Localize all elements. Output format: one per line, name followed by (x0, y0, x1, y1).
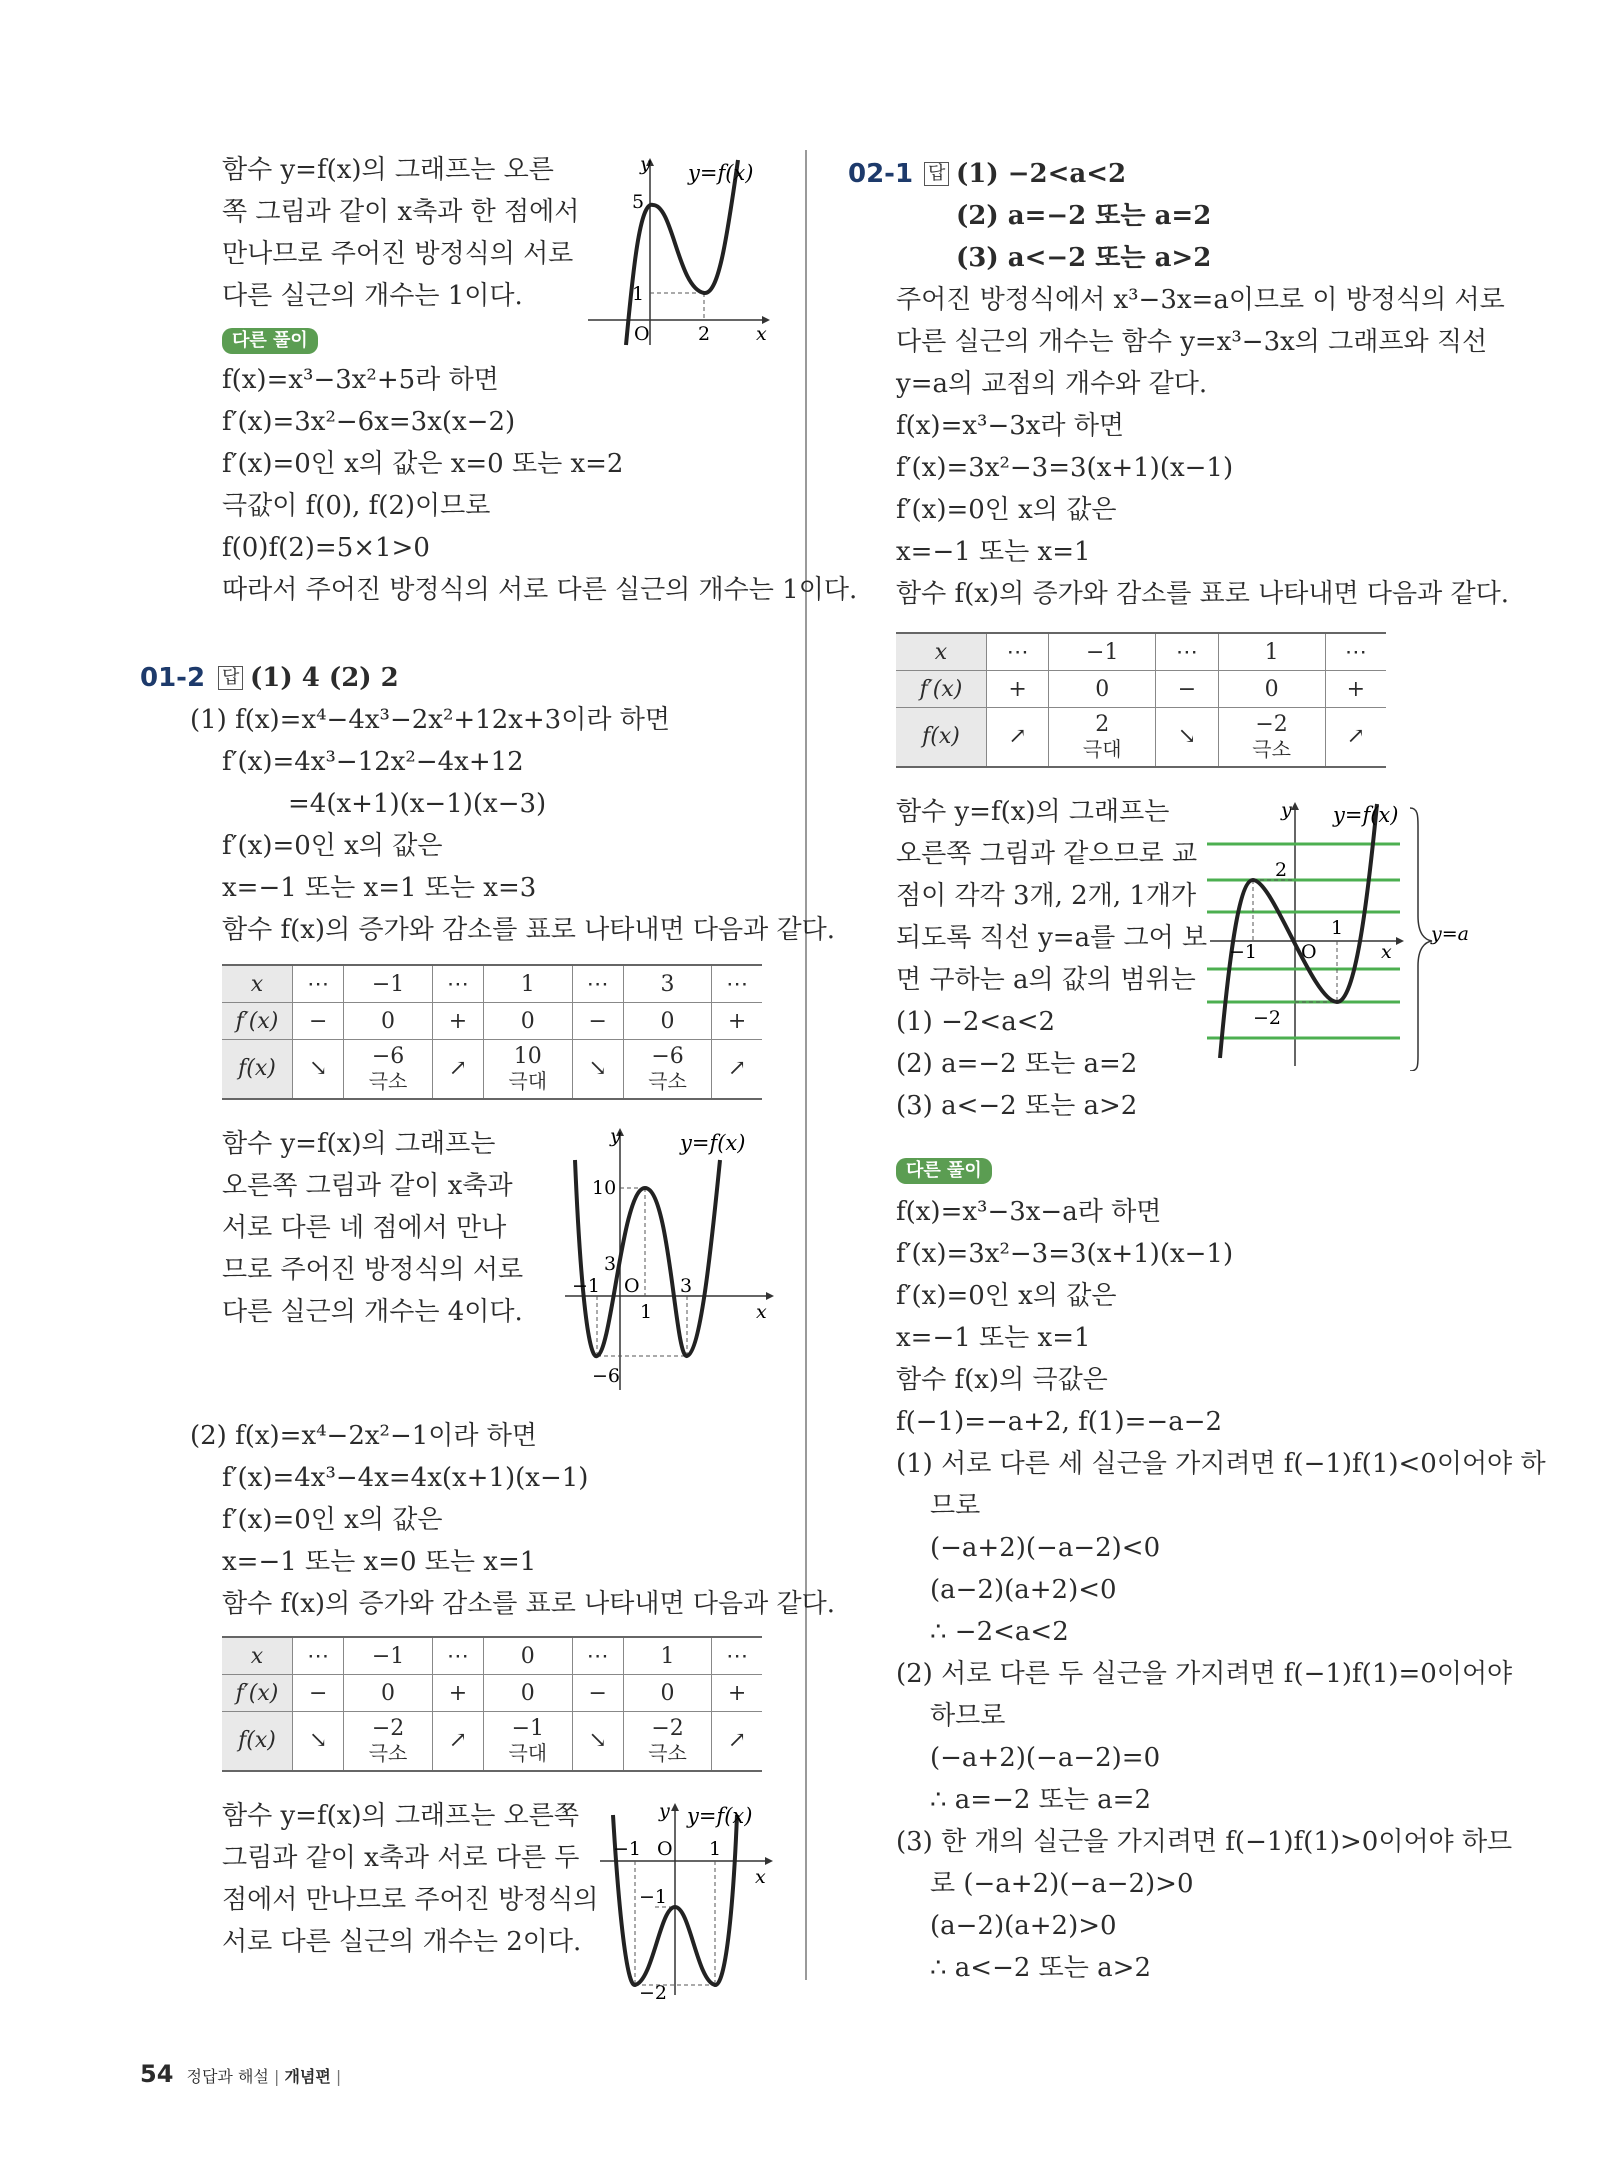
alt-line-6: 따라서 주어진 방정식의 서로 다른 실근의 개수는 1이다. (222, 575, 858, 605)
tick-minus1: −1 (1229, 941, 1258, 963)
cell-max (484, 1712, 572, 1772)
alt-line-3: f′(x)=0인 x의 값은 (896, 1281, 1117, 1311)
cell: + (712, 1003, 762, 1040)
cell: 0 (484, 1637, 572, 1675)
cell: ⋯ (572, 965, 623, 1003)
cell: −1 (344, 965, 432, 1003)
graph-quartic-1 (560, 1120, 780, 1400)
cell: − (1156, 671, 1218, 708)
label: 극소 (648, 1741, 687, 1765)
p2b-line-4: 서로 다른 실근의 개수는 2이다. (222, 1927, 582, 1957)
cell: ↘ (572, 1040, 623, 1100)
value: −6 (651, 1044, 684, 1069)
alt-line-6: f(−1)=−a+2, f(1)=−a−2 (896, 1407, 1223, 1437)
value: −1 (511, 1716, 544, 1741)
cell: 0 (484, 1675, 572, 1712)
graph-cubic-1 (578, 150, 778, 350)
origin: O (624, 1275, 640, 1297)
alt-line-8: 므로 (930, 1491, 981, 1521)
cell: + (432, 1675, 483, 1712)
tick-3: 3 (604, 1253, 617, 1275)
alt-line-18: (a−2)(a+2)>0 (930, 1911, 1117, 1941)
cell: ↗ (712, 1040, 762, 1100)
p2-line-3: f′(x)=0인 x의 값은 (222, 1505, 443, 1535)
cell: 0 (344, 1675, 432, 1712)
answer-2: (2) a=−2 또는 a=2 (956, 201, 1212, 231)
label: 극대 (508, 1741, 548, 1765)
p2-line-4: x=−1 또는 x=0 또는 x=1 (222, 1547, 537, 1577)
cell: − (572, 1675, 623, 1712)
body2-line-7: (2) a=−2 또는 a=2 (896, 1049, 1138, 1079)
label: 극대 (1082, 737, 1122, 761)
answer-1: (1) −2<a<2 (956, 159, 1127, 189)
alt-line-1: f(x)=x³−3x²+5라 하면 (222, 365, 499, 395)
cell: −1 (1049, 633, 1156, 671)
p1-line-4: f′(x)=0인 x의 값은 (222, 831, 443, 861)
y-axis-label: y (1281, 799, 1292, 821)
cell: f(x) (222, 1040, 293, 1100)
alt-line-10: (a−2)(a+2)<0 (930, 1575, 1117, 1605)
y-axis-label: y (659, 1800, 670, 1822)
answer-01-2: (1) 4 (2) 2 (250, 663, 399, 693)
cell: ⋯ (432, 965, 483, 1003)
cell: ⋯ (712, 1637, 762, 1675)
p1b-line-5: 다른 실근의 개수는 4이다. (222, 1297, 523, 1327)
func-label: y=f(x) (688, 161, 754, 185)
alt-line-2: f′(x)=3x²−3=3(x+1)(x−1) (896, 1239, 1234, 1269)
alt-line-3: f′(x)=0인 x의 값은 x=0 또는 x=2 (222, 449, 624, 479)
body2-line-1: 함수 y=f(x)의 그래프는 (896, 797, 1170, 827)
alt-line-17: 로 (−a+2)(−a−2)>0 (930, 1869, 1194, 1899)
alt-line-11: ∴ −2<a<2 (930, 1617, 1069, 1647)
p2-line-2: f′(x)=4x³−4x=4x(x+1)(x−1) (222, 1463, 589, 1493)
body2-line-6: (1) −2<a<2 (896, 1007, 1056, 1037)
cell: ↗ (432, 1712, 483, 1772)
alt-line-4: x=−1 또는 x=1 (896, 1323, 1091, 1353)
cell: 0 (1049, 671, 1156, 708)
question-01-2: 01-2 (140, 663, 206, 693)
cell: ↗ (432, 1040, 483, 1100)
x-axis-label: x (756, 323, 767, 345)
cell: f(x) (896, 708, 987, 768)
cell: ⋯ (572, 1637, 623, 1675)
p1b-line-3: 서로 다른 네 점에서 만나 (222, 1213, 507, 1243)
cell-max (484, 1040, 572, 1100)
alt-line-1: f(x)=x³−3x−a라 하면 (896, 1197, 1162, 1227)
func-label: y=f(x) (687, 1804, 753, 1828)
body2-line-5: 면 구하는 a의 값의 범위는 (896, 965, 1196, 995)
tick-1: 1 (640, 1301, 653, 1323)
tick-1: 1 (1331, 917, 1344, 939)
cell: 0 (623, 1003, 711, 1040)
book-title: 정답과 해설 (186, 2067, 269, 2086)
body-line-8: 함수 f(x)의 증가와 감소를 표로 나타내면 다음과 같다. (896, 579, 1510, 609)
body-line-2: 다른 실근의 개수는 함수 y=x³−3x의 그래프와 직선 (896, 327, 1488, 357)
p1-line-3: =4(x+1)(x−1)(x−3) (288, 789, 547, 819)
intro-line-2: 쪽 그림과 같이 x축과 한 점에서 (222, 197, 580, 227)
body-line-4: f(x)=x³−3x라 하면 (896, 411, 1125, 441)
label: 극소 (1252, 737, 1291, 761)
intro-line-3: 만나므로 주어진 방정식의 서로 (222, 239, 574, 269)
label: 극소 (648, 1069, 687, 1093)
cell: ⋯ (432, 1637, 483, 1675)
cell: ↘ (293, 1712, 344, 1772)
cell: ⋯ (1325, 633, 1386, 671)
cell: ↘ (572, 1712, 623, 1772)
p1b-line-1: 함수 y=f(x)의 그래프는 (222, 1129, 496, 1159)
cell: − (293, 1003, 344, 1040)
tick-10: 10 (592, 1177, 617, 1199)
tick-1: 1 (632, 283, 645, 305)
label: 극소 (368, 1741, 408, 1765)
body-line-6: f′(x)=0인 x의 값은 (896, 495, 1117, 525)
question-02-1: 02-1 (848, 159, 914, 189)
p2-line-1: (2) f(x)=x⁴−2x²−1이라 하면 (190, 1421, 538, 1451)
cell: − (293, 1675, 344, 1712)
cell: ↘ (1156, 708, 1218, 768)
tick-1: 1 (709, 1838, 722, 1860)
value: −2 (651, 1716, 684, 1741)
origin: O (634, 323, 650, 345)
alt-line-9: (−a+2)(−a−2)<0 (930, 1533, 1161, 1563)
cell: ↘ (293, 1040, 344, 1100)
cell: −1 (344, 1637, 432, 1675)
cell: 0 (1218, 671, 1325, 708)
p2-line-5: 함수 f(x)의 증가와 감소를 표로 나타내면 다음과 같다. (222, 1589, 836, 1619)
cell: − (572, 1003, 623, 1040)
page-footer: 54 정답과 해설 | 개념편 | (140, 2060, 342, 2088)
x-axis-label: x (1381, 941, 1392, 963)
origin: O (657, 1838, 673, 1860)
tick-minus1: −1 (613, 1838, 642, 1860)
y-eq-a-label: y=a (1431, 923, 1469, 945)
label: 극소 (368, 1069, 408, 1093)
value: −6 (371, 1044, 405, 1069)
cell: 3 (623, 965, 711, 1003)
p2b-line-2: 그림과 같이 x축과 서로 다른 두 (222, 1843, 580, 1873)
func-label: y=f(x) (680, 1131, 746, 1155)
body2-line-8: (3) a<−2 또는 a>2 (896, 1091, 1138, 1121)
body-line-5: f′(x)=3x²−3=3(x+1)(x−1) (896, 453, 1234, 483)
origin: O (1301, 941, 1317, 963)
x-axis-label: x (755, 1866, 766, 1888)
value: −2 (1255, 712, 1288, 737)
tick-2: 2 (1275, 859, 1288, 881)
cell: + (432, 1003, 483, 1040)
cell-max (1049, 708, 1156, 768)
cell: 1 (623, 1637, 711, 1675)
body2-line-3: 점이 각각 3개, 2개, 1개가 (896, 881, 1197, 911)
p2b-line-1: 함수 y=f(x)의 그래프는 오른쪽 (222, 1801, 580, 1831)
cell: f′(x) (222, 1675, 293, 1712)
tick-minus6: −6 (592, 1365, 621, 1387)
value: 2 (1095, 712, 1110, 737)
p2b-line-3: 점에서 만나므로 주어진 방정식의 (222, 1885, 599, 1915)
variation-table-2 (222, 1636, 762, 1772)
alt-line-4: 극값이 f(0), f(2)이므로 (222, 491, 491, 521)
cell: f′(x) (896, 671, 987, 708)
cell: 1 (1218, 633, 1325, 671)
cell: x (222, 1637, 293, 1675)
variation-table-1 (222, 964, 762, 1100)
cell: ↗ (712, 1712, 762, 1772)
cell: 0 (623, 1675, 711, 1712)
alt-line-12: (2) 서로 다른 두 실근을 가지려면 f(−1)f(1)=0이어야 (896, 1659, 1513, 1689)
p1-line-6: 함수 f(x)의 증가와 감소를 표로 나타내면 다음과 같다. (222, 915, 836, 945)
alt-solution-badge: 다른 풀이 (222, 328, 318, 354)
cell: ⋯ (293, 1637, 344, 1675)
answer-3: (3) a<−2 또는 a>2 (956, 243, 1212, 273)
cell-min (623, 1040, 711, 1100)
alt-line-16: (3) 한 개의 실근을 가지려면 f(−1)f(1)>0이어야 하므 (896, 1827, 1513, 1857)
book-part: 개념편 (284, 2067, 331, 2086)
cell: + (987, 671, 1049, 708)
cell: + (712, 1675, 762, 1712)
label: 극대 (508, 1069, 548, 1093)
cell-min (344, 1712, 432, 1772)
cell: ⋯ (712, 965, 762, 1003)
cell: ↗ (987, 708, 1049, 768)
p1-line-2: f′(x)=4x³−12x²−4x+12 (222, 747, 524, 777)
alt-line-19: ∴ a<−2 또는 a>2 (930, 1953, 1152, 1983)
cell: + (1325, 671, 1386, 708)
y-axis-label: y (610, 1125, 621, 1147)
p1-line-1: (1) f(x)=x⁴−4x³−2x²+12x+3이라 하면 (190, 705, 670, 735)
p1b-line-4: 므로 주어진 방정식의 서로 (222, 1255, 524, 1285)
body2-line-2: 오른쪽 그림과 같으므로 교 (896, 839, 1198, 869)
x-axis-label: x (756, 1301, 767, 1323)
p1b-line-2: 오른쪽 그림과 같이 x축과 (222, 1171, 513, 1201)
tick-minus2: −2 (1253, 1007, 1282, 1029)
alt-line-5: 함수 f(x)의 극값은 (896, 1365, 1108, 1395)
body2-line-4: 되도록 직선 y=a를 그어 보 (896, 923, 1208, 953)
body-line-7: x=−1 또는 x=1 (896, 537, 1091, 567)
answer-mark: 답 (924, 162, 949, 186)
cell: f′(x) (222, 1003, 293, 1040)
y-axis-label: y (640, 153, 651, 175)
cell: f(x) (222, 1712, 293, 1772)
value: −2 (371, 1716, 405, 1741)
alt-line-13: 하므로 (930, 1701, 1006, 1731)
alt-line-14: (−a+2)(−a−2)=0 (930, 1743, 1161, 1773)
cell: ⋯ (1156, 633, 1218, 671)
value: 10 (513, 1044, 542, 1069)
intro-line-4: 다른 실근의 개수는 1이다. (222, 281, 523, 311)
tick-5: 5 (632, 191, 645, 213)
column-divider (805, 150, 807, 1980)
answer-mark: 답 (218, 666, 243, 690)
cell: x (222, 965, 293, 1003)
tick-2: 2 (698, 323, 711, 345)
cell: x (896, 633, 987, 671)
cell: 0 (344, 1003, 432, 1040)
func-label: y=f(x) (1333, 803, 1399, 827)
body-line-1: 주어진 방정식에서 x³−3x=a이므로 이 방정식의 서로 (896, 285, 1505, 315)
cell: 0 (484, 1003, 572, 1040)
alt-line-15: ∴ a=−2 또는 a=2 (930, 1785, 1152, 1815)
cell-min (1218, 708, 1325, 768)
tick-x3: 3 (680, 1275, 693, 1297)
tick-y-minus1: −1 (639, 1886, 668, 1908)
page-number: 54 (140, 2060, 174, 2088)
tick-y-minus2: −2 (639, 1982, 668, 2000)
cell: ⋯ (293, 965, 344, 1003)
alt-line-2: f′(x)=3x²−6x=3x(x−2) (222, 407, 516, 437)
cell-min (623, 1712, 711, 1772)
p1-line-5: x=−1 또는 x=1 또는 x=3 (222, 873, 537, 903)
alt-solution-badge: 다른 풀이 (896, 1158, 992, 1184)
intro-line-1: 함수 y=f(x)의 그래프는 오른 (222, 155, 554, 185)
cell: ↗ (1325, 708, 1386, 768)
graph-cubic-2 (1205, 796, 1475, 1071)
cell: 1 (484, 965, 572, 1003)
graph-quartic-2 (595, 1795, 775, 2000)
variation-table-3 (896, 632, 1386, 768)
cell-min (344, 1040, 432, 1100)
cell: ⋯ (987, 633, 1049, 671)
alt-line-5: f(0)f(2)=5×1>0 (222, 533, 430, 563)
body-line-3: y=a의 교점의 개수와 같다. (896, 369, 1208, 399)
alt-line-7: (1) 서로 다른 세 실근을 가지려면 f(−1)f(1)<0이어야 하 (896, 1449, 1546, 1479)
tick-minus1: −1 (572, 1275, 601, 1297)
